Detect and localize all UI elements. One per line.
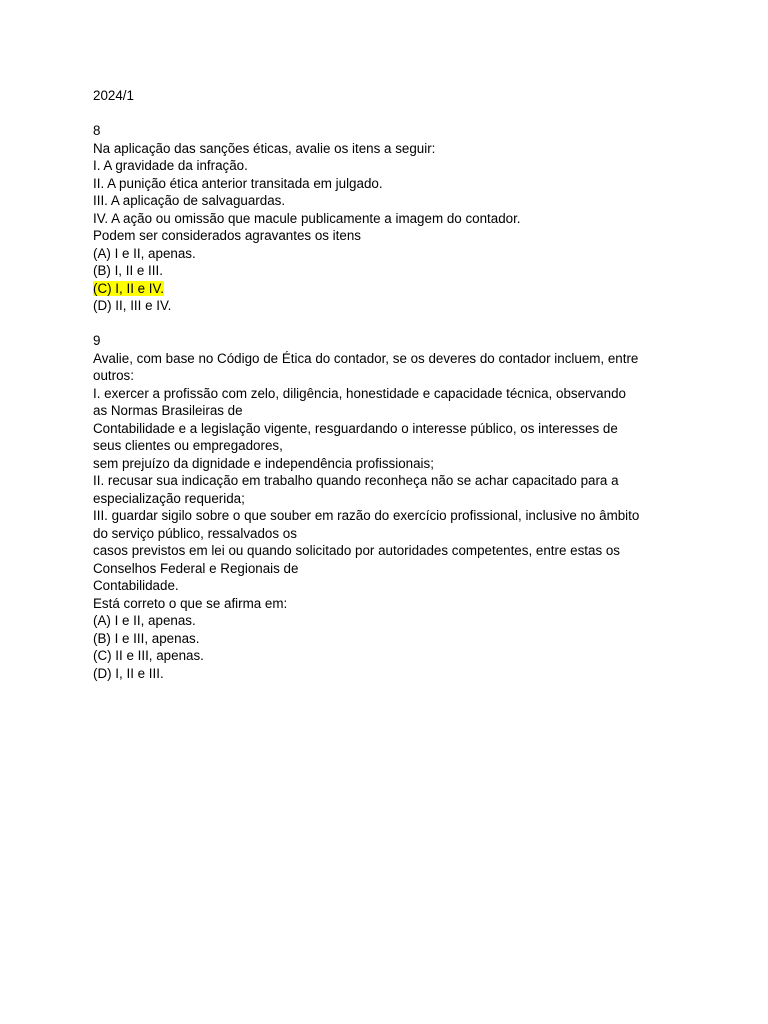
statement-i-cont: seus clientes ou empregadores, [93, 438, 283, 453]
document-page [93, 87, 683, 682]
option-c: (C) II e III, apenas. [93, 648, 204, 663]
statement-i: I. A gravidade da infração. [93, 158, 248, 173]
question-stem-cont: outros: [93, 368, 134, 383]
statement-iii: III. A aplicação de salvaguardas. [93, 193, 286, 208]
statement-ii-cont: especialização requerida; [93, 490, 245, 506]
statement-iii-cont: Contabilidade. [93, 578, 179, 593]
question-prompt: Podem ser considerados agravantes os itens [93, 228, 361, 243]
question-stem: Na aplicação das sanções éticas, avalie os itens a seguir: [93, 140, 436, 156]
statement-iii: III. guardar sigilo sobre o que souber em razão do exercício profissional, inclusive no âmbito [93, 508, 640, 523]
year-label: 2024/1 [93, 88, 134, 103]
statement-i-cont: Contabilidade e a legislação vigente, resguardando o interesse público, os interesses de [93, 420, 618, 436]
option-d: (D) I, II e III. [93, 665, 164, 681]
statement-iii-cont: Conselhos Federal e Regionais de [93, 560, 299, 576]
statement-i-cont: as Normas Brasileiras de [93, 403, 243, 418]
option-a: (A) I e II, apenas. [93, 613, 196, 628]
spacer [93, 315, 683, 333]
question-9 [93, 332, 683, 682]
statement-iii-cont: casos previstos em lei ou quando solicitado por autoridades competentes, entre estas os [93, 543, 621, 558]
option-c-highlighted [93, 280, 683, 298]
statement-ii: II. recusar sua indicação em trabalho quando reconheça não se achar capacitado para a [93, 473, 619, 488]
statement-ii: II. A punição ética anterior transitada em julgado. [93, 175, 383, 191]
question-prompt: Está correto o que se afirma em: [93, 595, 288, 611]
statement-i: I. exercer a profissão com zelo, diligência, honestidade e capacidade técnica, observando [93, 385, 626, 401]
statement-iv: IV. A ação ou omissão que macule publicamente a imagem do contador. [93, 210, 521, 226]
question-number: 8 [93, 123, 101, 138]
spacer [93, 105, 683, 123]
option-b: (B) I, II e III. [93, 263, 163, 278]
option-d: (D) II, III e IV. [93, 298, 172, 313]
question-number: 9 [93, 333, 101, 348]
statement-i-cont: sem prejuízo da dignidade e independência profissionais; [93, 455, 434, 471]
option-a: (A) I e II, apenas. [93, 245, 196, 261]
question-stem: Avalie, com base no Código de Ética do contador, se os deveres do contador incluem, entre [93, 350, 639, 366]
option-b: (B) I e III, apenas. [93, 630, 200, 646]
question-8 [93, 122, 683, 315]
statement-iii-cont: do serviço público, ressalvados os [93, 525, 297, 541]
highlighted-answer: (C) I, II e IV. [93, 280, 164, 296]
